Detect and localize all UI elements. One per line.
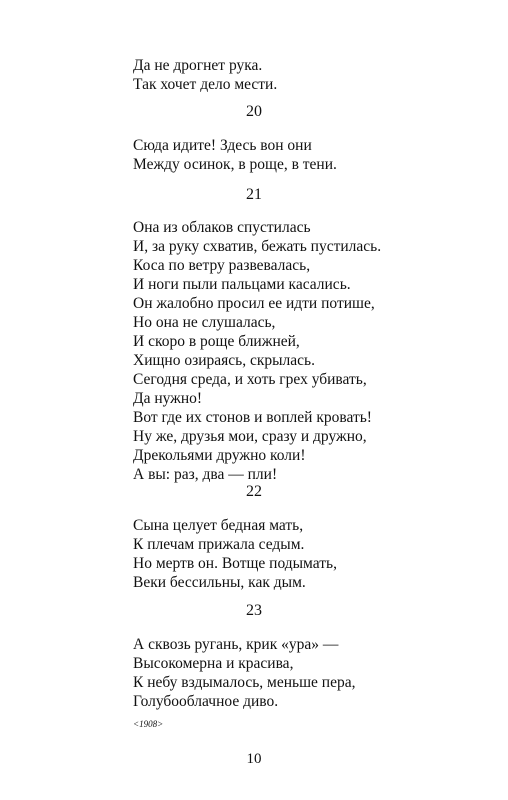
stanza-number: 21	[246, 186, 262, 203]
poem-line: Голубооблачное диво.	[133, 693, 279, 710]
poem-line: Веки бессильны, как дым.	[133, 574, 306, 591]
poem-line: Высокомерна и красива,	[133, 655, 294, 672]
poem-line: Ну же, друзья мои, сразу и дружно,	[133, 428, 367, 445]
poem-line: И скоро в роще ближней,	[133, 333, 300, 350]
stanza	[133, 136, 337, 174]
stanza-number: 20	[246, 103, 262, 120]
poem-line: И, за руку схватив, бежать пустилась.	[133, 238, 382, 255]
poem-line: Сына целует бедная мать,	[133, 517, 304, 534]
poem-line: Хищно озираясь, скрылась.	[133, 352, 315, 369]
poem-line: К плечам прижала седым.	[133, 536, 305, 553]
poem-line: Между осинок, в роще, в тени.	[133, 156, 337, 173]
poem-line: А вы: раз, два — пли!	[133, 466, 278, 483]
poem-line: Вот где их стонов и воплей кровать!	[133, 409, 372, 426]
poem-line: Так хочет дело мести.	[133, 76, 278, 93]
poem-line: Но мертв он. Вотще подымать,	[133, 555, 337, 572]
poem-line: Сегодня среда, и хоть грех убивать,	[133, 371, 367, 388]
poem-line: Но она не слушалась,	[133, 314, 276, 331]
poem-date: <1908>	[133, 719, 164, 729]
poem-line: Да нужно!	[133, 390, 203, 407]
poem-line: Он жалобно просил ее идти потише,	[133, 295, 375, 312]
stanza	[133, 516, 337, 592]
stanza-number: 23	[246, 602, 262, 619]
poem-line: Коса по ветру развевалась,	[133, 257, 311, 274]
poem-line: А сквозь ругань, крик «ура» —	[133, 636, 339, 653]
page-number: 10	[246, 751, 262, 767]
poem-line: Дрекольями дружно коли!	[133, 447, 306, 464]
stanza	[133, 218, 381, 484]
poem-line: И ноги пыли пальцами касались.	[133, 276, 351, 293]
poem-line: К небу вздымалось, меньше пера,	[133, 674, 356, 691]
poem-line: Да не дрогнет рука.	[133, 57, 263, 74]
poem-line: Она из облаков спустилась	[133, 219, 311, 236]
stanza	[133, 635, 355, 711]
stanza-continuation	[133, 56, 277, 94]
poem-line: Сюда идите! Здесь вон они	[133, 137, 312, 154]
stanza-number: 22	[246, 483, 262, 500]
